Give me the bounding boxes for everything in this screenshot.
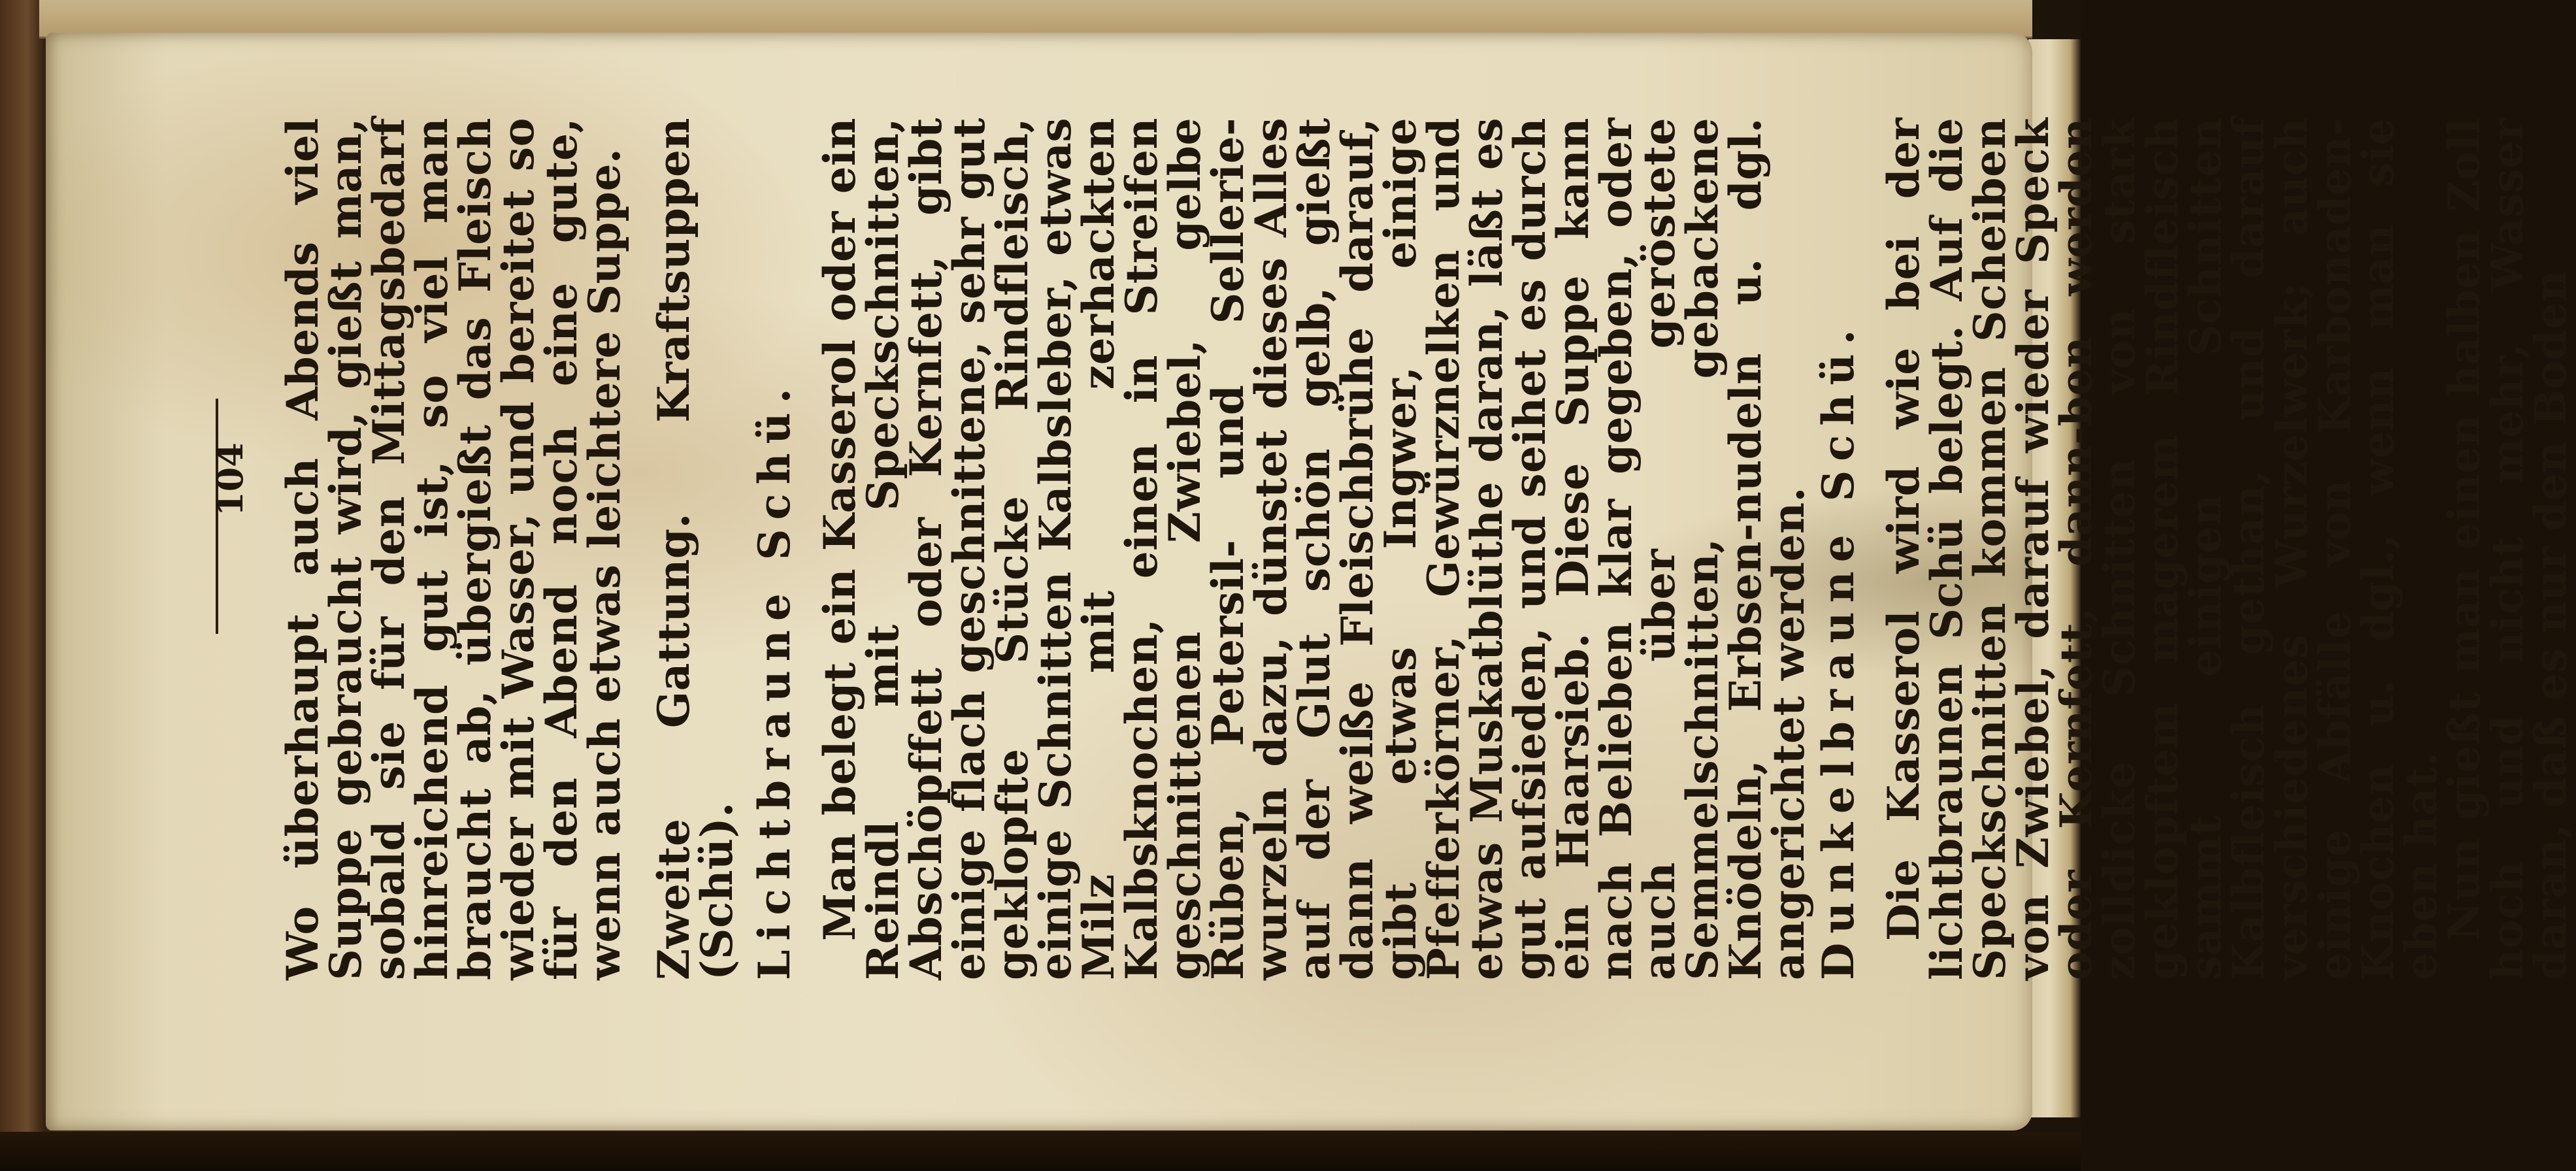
intro-paragraph: Wo überhaupt auch Abends viel Suppe gebraucht wird, gießt man, sobald sie für den Mittagsbedarf hinreichend gut ist, so viel man braucht ab, übergießt das Fleisch wieder mit Wasser, und bereitet so für den Abend noch eine gute, wenn auch etwas leichtere Suppe.	[277, 118, 630, 980]
book-spine-edge	[0, 0, 46, 1171]
section-heading: Zweite Gattung. Kraftsuppen (Schü).	[648, 118, 742, 980]
closing-paragraph: Nun gießt man einen halben Zoll hoch und nicht mehr, Wasser daran, daß es nur den Boden	[2439, 118, 2576, 980]
dark-brown-paragraph: Die Kasserol wird wie bei der lichtbraunen Schü belegt. Auf die Speckschnitten kommen Scheiben von Zwiebel, darauf wieder Speck oder Kernfett, dann-ben werden zolldicke Schnitten von stark geklopftem magerem Rindfleisch sammt einigen Schnitten Kalbfleisch gethan, und darauf verschiedenes Wurzelwerk; auch einige Abfälle von Karbonaden-Knochen u. dgl., wenn man sie eben hat.	[1878, 118, 2447, 980]
header-rule	[216, 399, 218, 634]
bottom-shadow	[0, 1132, 2081, 1171]
light-brown-paragraph: Man belegt ein Kasserol oder ein Reindl mit Speckschnitten, Abschöpffett oder Kernfett, gibt einige flach geschnittene, sehr gut geklopfte Stücke Rindfleisch, einige Schnitten Kalbsleber, etwas Milz mit zerhackten Kalbsknochen, einen in Streifen geschnittenen Zwiebel, gelbe Rüben, Petersil- und Sellerie-wurzeln dazu, dünstet dieses Alles auf der Glut schön gelb, gießt dann weiße Fleischbrühe darauf, gibt etwas Ingwer, einige Pfefferkörner, Gewürznelken und etwas Muskatblüthe daran, läßt es gut aufsieden, und seihet es durch ein Haarsieb. Diese Suppe kann nach Belieben klar gegeben, oder auch über geröstete Semmelschnitten, gebackene Knödeln, Erbsen-nudeln u. dgl. angerichtet werden.	[814, 118, 1814, 980]
subheading-light-brown: Lichtbraune Schü.	[749, 379, 800, 980]
subheading-dark-brown: Dunkelbraune Schü.	[1813, 320, 1864, 980]
book-page	[46, 33, 2576, 1130]
page-number: 104	[209, 442, 251, 516]
page-text	[277, 118, 2576, 980]
